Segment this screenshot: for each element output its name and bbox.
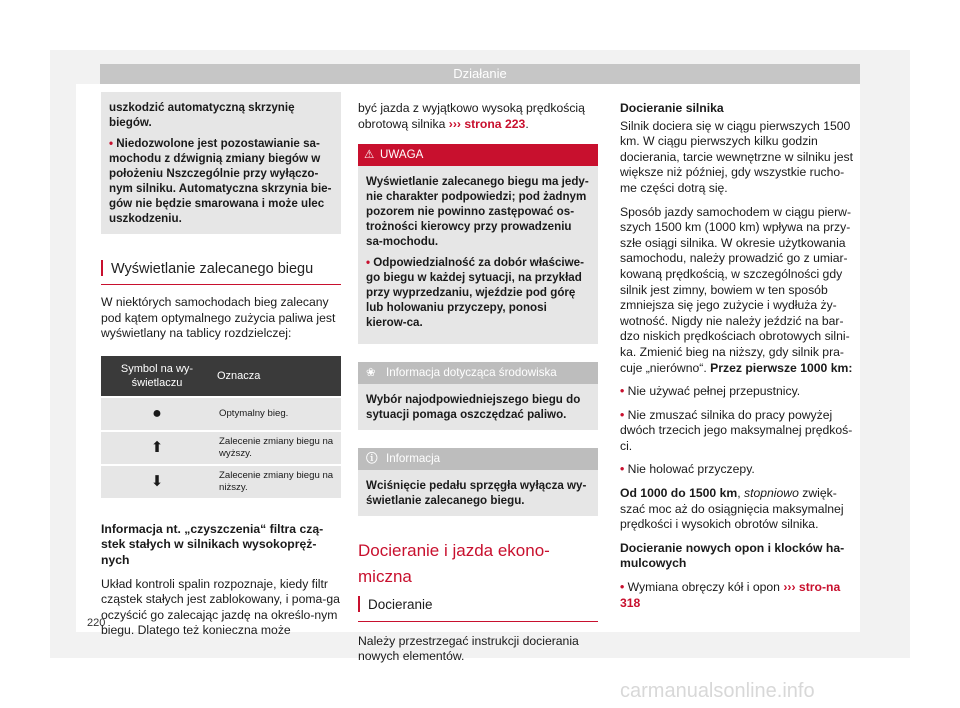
table-header-symbol: Symbol na wy-świetlaczu (101, 356, 213, 397)
particle-filter-text: Układ kontroli spalin rozpoznaje, kiedy filtr cząstek stałych jest zablokowany, i poma-ga oczyścić go zalecając jazdę na określo-nym biegu. Dlatego też konieczna może (101, 576, 340, 638)
warning-bullet (366, 255, 590, 330)
warning-header (358, 144, 598, 166)
subsection-title-breaking-in: Docieranie (358, 596, 598, 622)
from-1000-text (620, 486, 860, 533)
list-item (620, 462, 860, 478)
page-number: 220 (87, 617, 106, 629)
arrow-up-icon: ⬆ (101, 431, 213, 465)
optimal-gear-icon: ● (101, 397, 213, 431)
environment-text: Wybór najodpowiedniejszego biegu do sytuacji pomaga oszczędzać paliwo. (366, 393, 581, 422)
page-header: Działanie (100, 64, 860, 84)
table-cell: Optymalny bieg. (213, 397, 341, 431)
info-icon: ⓘ (366, 452, 378, 466)
box-bullet (109, 136, 333, 226)
warning-box (358, 144, 598, 344)
engine-breakin-text: Silnik dociera się w ciągu pierwszych 1500 km. W ciągu pierwszych kilku godzin docierania, tarcie wewnętrzne w silniku jest większe niż później, gdy wszystkie rucho-me części dotrą się. (620, 118, 854, 195)
table-cell: Zalecenie zmiany biegu na wyższy. (213, 431, 341, 465)
table-row (101, 431, 341, 465)
info-box (358, 448, 598, 516)
list-item (620, 384, 860, 400)
tyres-brakes-heading: Docieranie nowych opon i klocków ha-mulcowych (620, 540, 845, 571)
info-title: Informacja (386, 452, 441, 466)
table-header-meaning: Oznacza (213, 356, 341, 397)
table-header-row (101, 356, 341, 397)
middle-intro-end: . (525, 116, 529, 131)
section-title-recommended-gear: Wyświetlanie zalecanego biegu (101, 260, 341, 285)
gradually-word: stopniowo (743, 486, 799, 501)
info-header (358, 448, 598, 470)
table-cell: Zalecenie zmiany biegu na niższy. (213, 465, 341, 498)
from-1000-body: zwięk-szać moc aż do osiągnięcia maksymalnej prędkości i wysokich obrotów silnika. (620, 486, 844, 532)
info-text: Wciśnięcie pedału sprzęgła wyłącza wy-świetlanie zalecanego biegu. (366, 479, 587, 508)
warning-bullet-text: Odpowiedzialność za dobór właściwe-go biegu w każdej sytuacji, na przykład przy wyprzedzaniu, wjeździe pod górę lub holowaniu przyczepy, ponosi kierow-ca. (366, 256, 584, 330)
box-line: uszkodzić automatyczną skrzynię biegów. (109, 101, 295, 129)
environment-flower-icon: ❀ (366, 366, 376, 380)
warning-title: UWAGA (380, 148, 424, 162)
from-1000-label: Od 1000 do 1500 km (620, 486, 738, 501)
page-link[interactable]: ››› stro-na 318 (620, 580, 841, 610)
watermark: carmanualsonline.info (620, 680, 815, 702)
list-item-text: Nie używać pełnej przepustnicy. (627, 384, 801, 399)
gear-symbol-table (101, 356, 341, 498)
table-row (101, 465, 341, 498)
driving-style-body: Sposób jazdy samochodem w ciągu pierw-szych 1500 km (1000 km) wpływa na przy-szłe osiągi silnika. W okresie użytkowania samochodu, należy prowadzić go z umiar-kowaną prędkością, w szczególności gdy silnik jest zimny, bowiem w ten sposób zmniejsza się jego zużycie i wydłuża ży-wotność. Nigdy nie należy jeździć na bar-dzo niskich prędkościach obrotowych silni-ka. Zmienić bieg na niższy, gdy silnik pra-cuje „nierówno“. (620, 204, 851, 375)
engine-breakin-heading: Docieranie silnika (620, 101, 724, 115)
breaking-in-text: Należy przestrzegać instrukcji docierania nowych elementów. (358, 633, 579, 664)
list-item-text: Nie zmuszać silnika do pracy powyżej dwóch trzecich jego maksymalnej prędkoś-ci. (620, 407, 853, 453)
chapter-title: Docieranie i jazda ekono-miczna (358, 541, 550, 587)
table-row (101, 397, 341, 431)
environment-title: Informacja dotycząca środowiska (386, 366, 557, 380)
warning-triangle-icon: ⚠ (364, 148, 375, 162)
warning-text: Wyświetlanie zalecanego biegu ma jedy-nie charakter podpowiedzi; pod żadnym pozorem nie powinno zastępować os-trożności kierowcy przy prowadzeniu sa-mochodu. (366, 175, 589, 249)
middle-intro-text: być jazda z wyjątkowo wysoką prędkością obrotową silnika (358, 101, 585, 131)
particle-filter-heading: Informacja nt. „czyszczenia“ filtra czą-stek stałych w silnikach wysokopręż-nych (101, 521, 324, 567)
list-item-text: Wymiana obręczy kół i opon (627, 580, 780, 595)
list-item-text: Nie holować przyczepy. (627, 462, 755, 477)
environment-header (358, 362, 598, 384)
box-bullet-text: Niedozwolone jest pozostawianie sa-mochodu z dźwignią zmiany biegów w położeniu Nszczególnie przy wyłączo-nym silniku. Automatyczna skrzynia bie-gów nie będzie smarowana i może ulec uszkodzeniu. (109, 137, 332, 225)
recommended-gear-intro: W niektórych samochodach bieg zalecany pod kątem optymalnego zużycia paliwa jest wyświetlany na tablicy rozdzielczej: (101, 295, 336, 341)
from-1000-sep: , (737, 486, 744, 501)
page-link[interactable]: ››› strona 223 (448, 116, 526, 131)
first-1000km-label: Przez pierwsze 1000 km: (710, 360, 853, 375)
list-item (620, 408, 860, 455)
warning-body (358, 166, 598, 344)
arrow-down-icon: ⬇ (101, 465, 213, 498)
list-item (620, 580, 860, 611)
middle-intro (358, 101, 598, 132)
column-middle (358, 101, 598, 673)
column-left (101, 92, 341, 647)
environment-box (358, 362, 598, 430)
driving-style-text (620, 205, 860, 377)
column-right (620, 101, 860, 619)
warning-continuation-box (101, 92, 341, 234)
